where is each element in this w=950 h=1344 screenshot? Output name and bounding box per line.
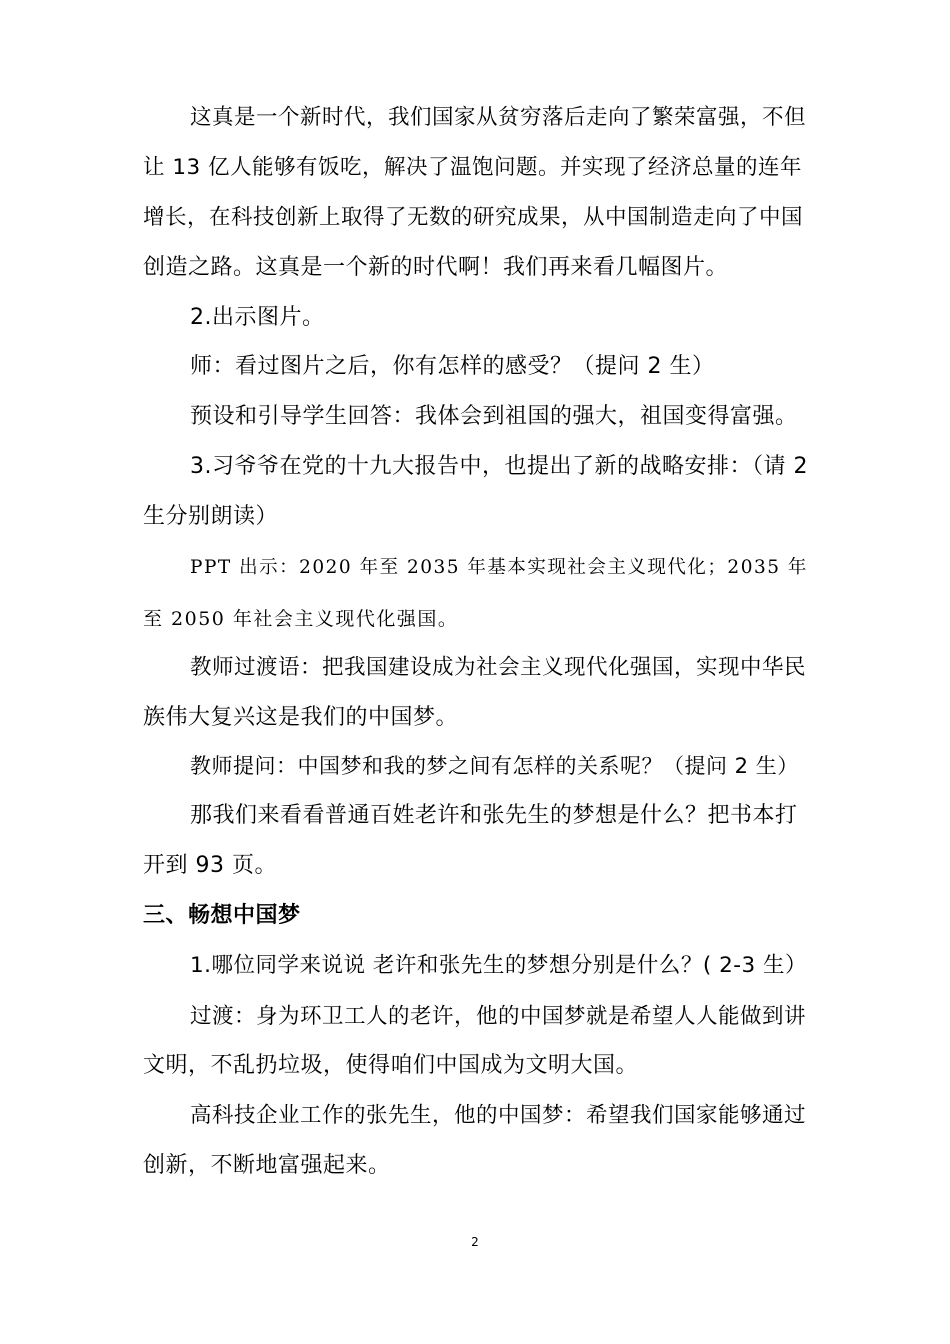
paragraph-line: 生分别朗读）: [143, 504, 279, 529]
paragraph-line: 高科技企业工作的张先生，他的中国梦：希望我们国家能够通过: [190, 1103, 807, 1128]
page-number: 2: [471, 1235, 479, 1249]
paragraph-line: 教师提问：中国梦和我的梦之间有怎样的关系呢？（提问 2 生）: [190, 754, 799, 778]
paragraph-line: 开到 93 页。: [143, 853, 277, 878]
paragraph-line: 创造之路。这真是一个新的时代啊！我们再来看几幅图片。: [143, 255, 729, 280]
section-heading: 三、畅想中国梦: [143, 903, 301, 928]
paragraph-line: 教师过渡语：把我国建设成为社会主义现代化强国，实现中华民: [190, 655, 807, 680]
paragraph-line: 文明，不乱扔垃圾，使得咱们中国成为文明大国。: [143, 1053, 639, 1078]
paragraph-line: 那我们来看看普通百姓老许和张先生的梦想是什么？把书本打: [190, 803, 798, 828]
ppt-line: PPT 出示：2020 年至 2035 年基本实现社会主义现代化；2035 年: [190, 557, 808, 578]
paragraph-line: 1.哪位同学来说说 老许和张先生的梦想分别是什么？( 2-3 生）: [190, 953, 808, 978]
paragraph-line: 这真是一个新时代，我们国家从贫穷落后走向了繁荣富强，不但: [190, 105, 807, 130]
paragraph-line: 增长，在科技创新上取得了无数的研究成果，从中国制造走向了中国: [143, 205, 804, 230]
paragraph-line: 预设和引导学生回答：我体会到祖国的强大，祖国变得富强。: [190, 404, 798, 429]
paragraph-line: 3.习爷爷在党的十九大报告中，也提出了新的战略安排：（请 2: [190, 454, 808, 479]
paragraph-line: 让 13 亿人能够有饭吃，解决了温饱问题。并实现了经济总量的连年: [143, 155, 803, 180]
ppt-line: 至 2050 年社会主义现代化强国。: [143, 608, 459, 630]
paragraph-line: 族伟大复兴这是我们的中国梦。: [143, 705, 459, 730]
paragraph-line: 过渡：身为环卫工人的老许，他的中国梦就是希望人人能做到讲: [190, 1004, 807, 1029]
paragraph-line: 师：看过图片之后，你有怎样的感受？（提问 2 生）: [190, 354, 715, 379]
paragraph-line: 2.出示图片。: [190, 305, 325, 330]
paragraph-line: 创新，不断地富强起来。: [143, 1153, 391, 1178]
